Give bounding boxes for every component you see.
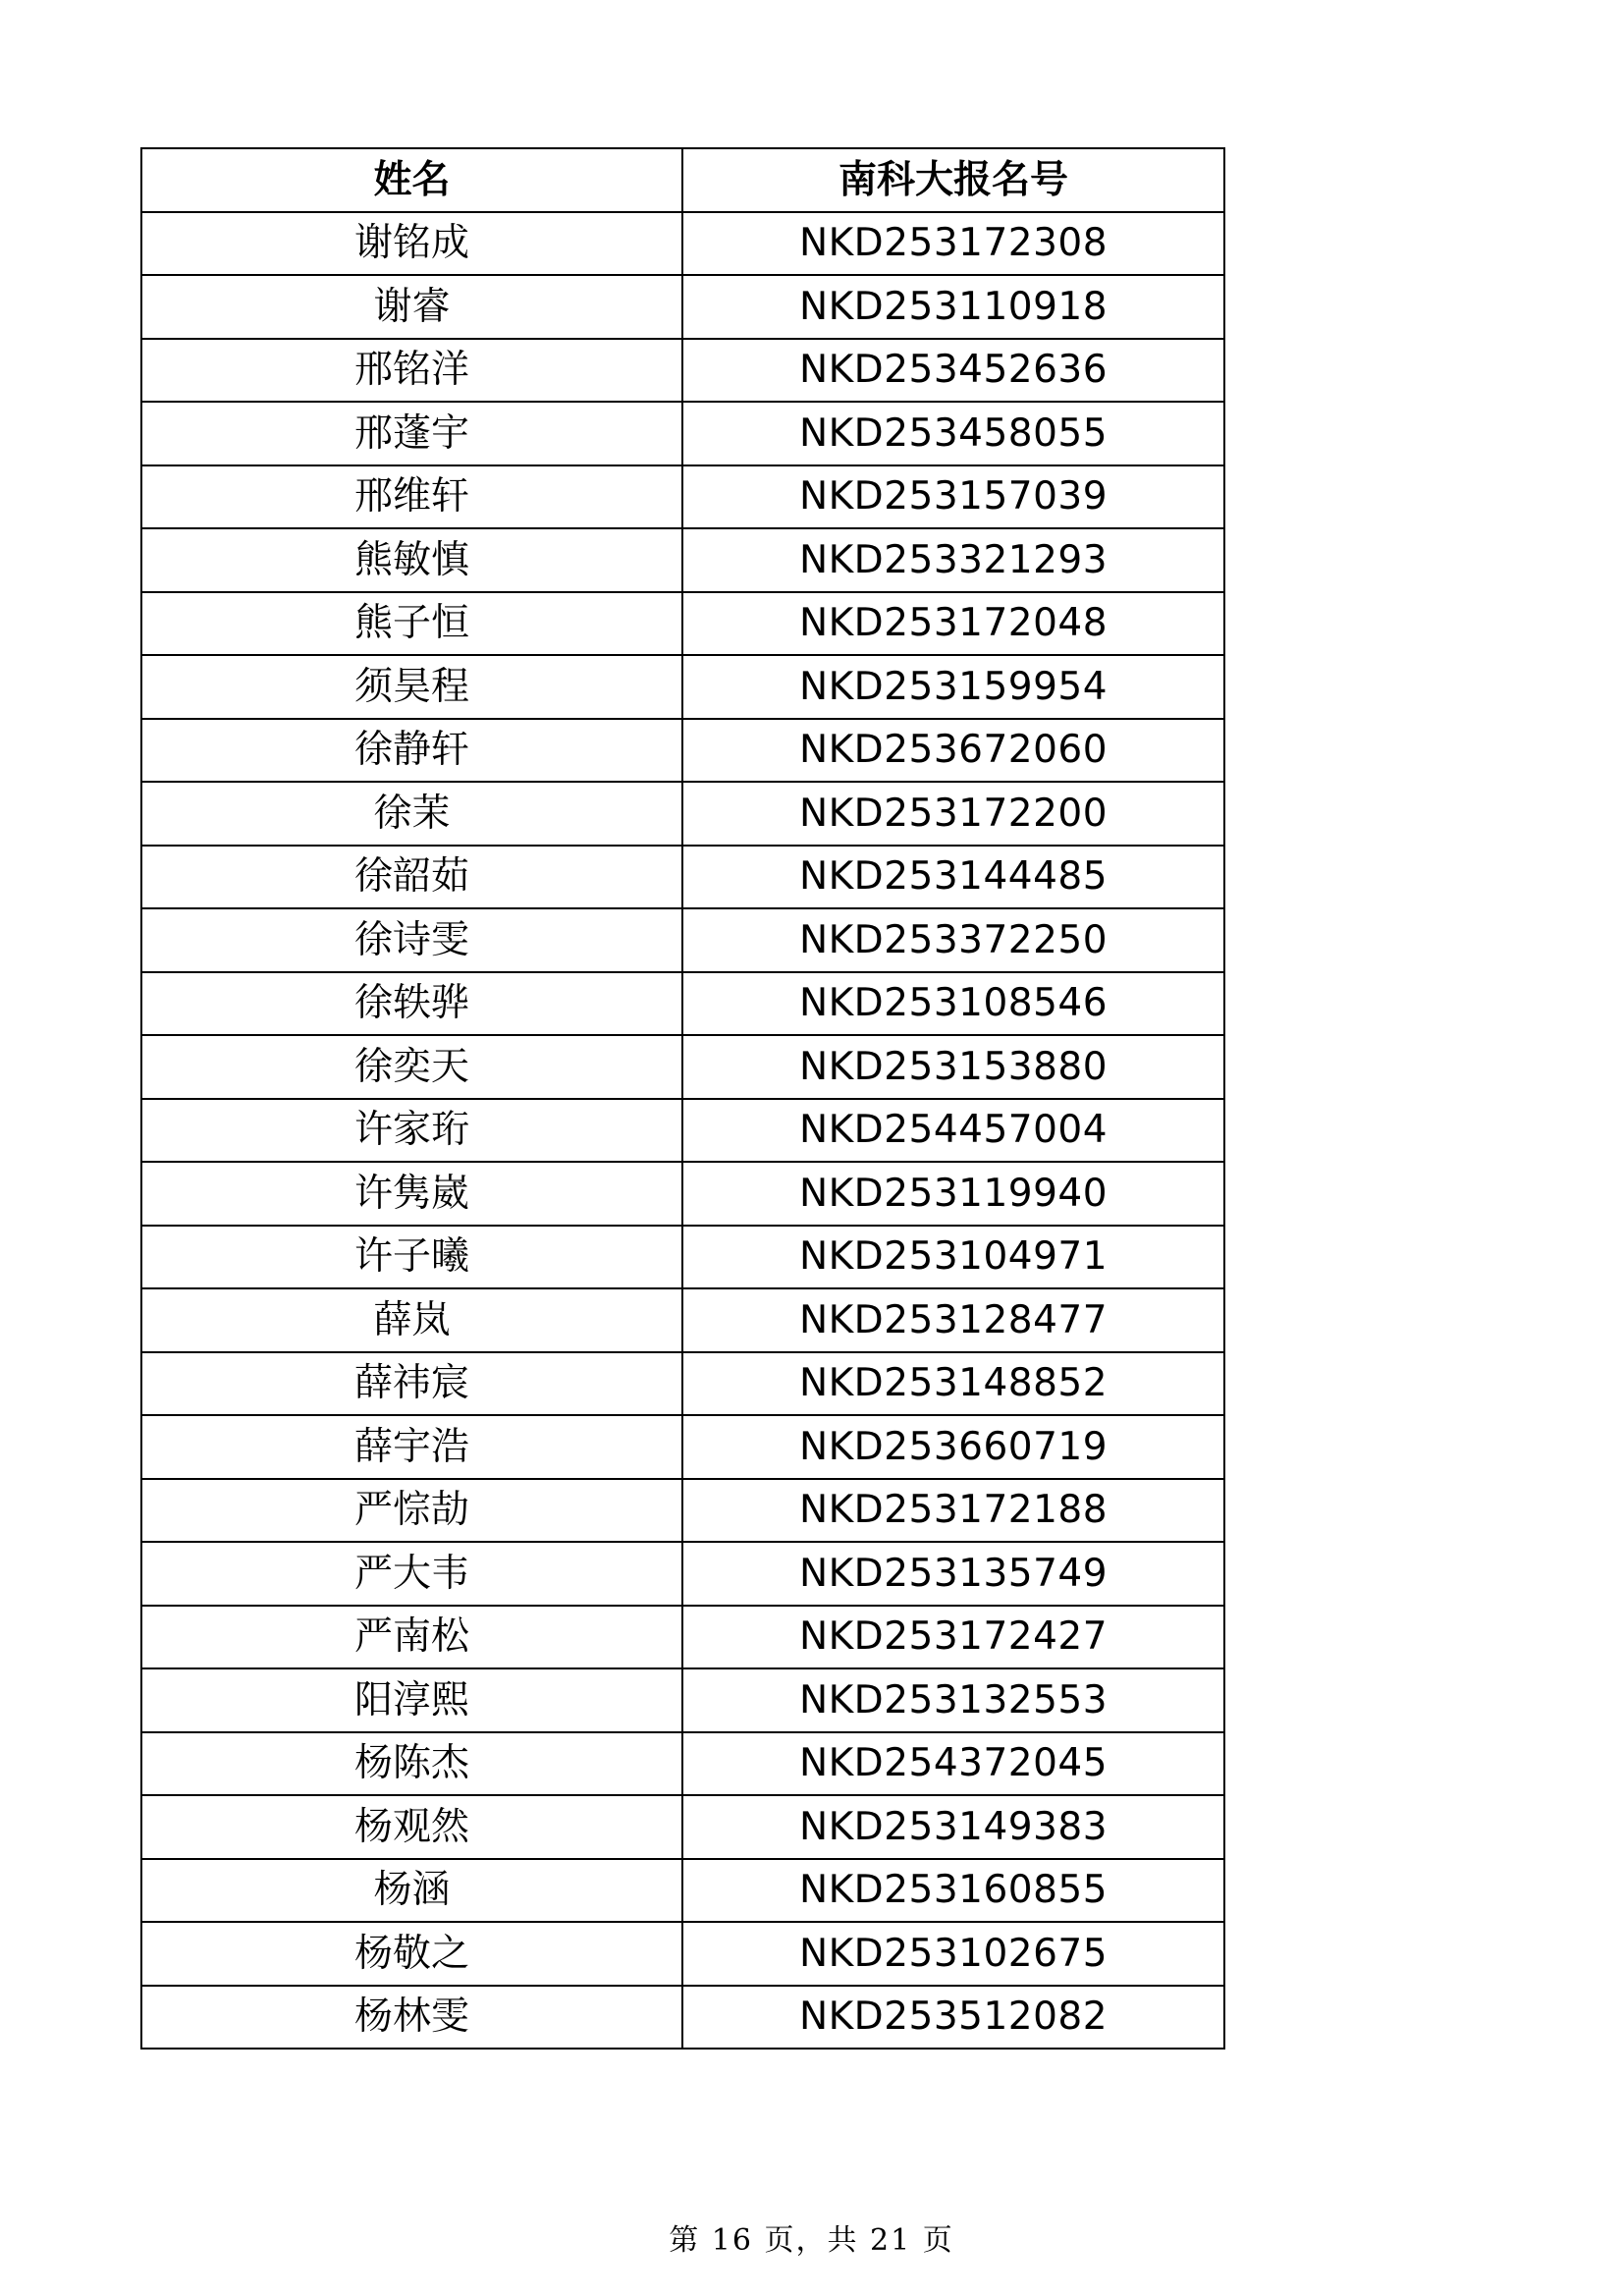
applicant-name-cell: 杨敬之	[141, 1922, 682, 1986]
registration-id-cell: NKD253372250	[682, 908, 1224, 972]
registration-id-cell: NKD254372045	[682, 1732, 1224, 1796]
registration-id-cell: NKD253144485	[682, 846, 1224, 909]
applicant-name-cell: 邢铭洋	[141, 339, 682, 403]
table-row	[141, 1035, 1224, 1099]
registration-id-cell: NKD253172427	[682, 1606, 1224, 1669]
table-row	[141, 1922, 1224, 1986]
registration-id-cell: NKD253159954	[682, 655, 1224, 719]
registration-id-cell: NKD253104971	[682, 1226, 1224, 1289]
registration-id-cell: NKD253172200	[682, 782, 1224, 846]
registration-id-cell: NKD253672060	[682, 719, 1224, 783]
applicant-name-cell: 许隽崴	[141, 1162, 682, 1226]
registration-id-cell: NKD253452636	[682, 339, 1224, 403]
registration-id-cell: NKD253660719	[682, 1415, 1224, 1479]
applicant-name-cell: 杨林雯	[141, 1986, 682, 2050]
table-row	[141, 1162, 1224, 1226]
applicant-name-cell: 邢维轩	[141, 465, 682, 529]
applicant-name-cell: 谢睿	[141, 275, 682, 339]
registration-id-cell: NKD253157039	[682, 465, 1224, 529]
registration-id-cell: NKD253172308	[682, 212, 1224, 276]
table-row	[141, 1099, 1224, 1163]
registration-id-cell: NKD253172188	[682, 1479, 1224, 1543]
applicant-name-cell: 徐轶骅	[141, 972, 682, 1036]
table-row	[141, 1226, 1224, 1289]
table-body	[141, 212, 1224, 2050]
applicant-name-cell: 薛祎宸	[141, 1352, 682, 1416]
applicant-name-cell: 薛宇浩	[141, 1415, 682, 1479]
registration-id-cell: NKD253512082	[682, 1986, 1224, 2050]
applicant-name-cell: 谢铭成	[141, 212, 682, 276]
table-row	[141, 1352, 1224, 1416]
registration-id-cell: NKD253458055	[682, 402, 1224, 465]
applicant-table	[140, 147, 1225, 2050]
registration-id-cell: NKD253102675	[682, 1922, 1224, 1986]
table-row	[141, 1859, 1224, 1923]
table-row	[141, 402, 1224, 465]
applicant-name-cell: 熊敏慎	[141, 528, 682, 592]
table-row	[141, 592, 1224, 656]
applicant-name-cell: 徐诗雯	[141, 908, 682, 972]
applicant-name-cell: 许子曦	[141, 1226, 682, 1289]
table-row	[141, 782, 1224, 846]
applicant-name-cell: 严悰劼	[141, 1479, 682, 1543]
applicant-name-cell: 徐静轩	[141, 719, 682, 783]
table-row	[141, 908, 1224, 972]
registration-id-cell: NKD253160855	[682, 1859, 1224, 1923]
applicant-name-cell: 徐韶茹	[141, 846, 682, 909]
table-row	[141, 1415, 1224, 1479]
applicant-name-cell: 熊子恒	[141, 592, 682, 656]
registration-id-cell: NKD253135749	[682, 1542, 1224, 1606]
registration-id-cell: NKD254457004	[682, 1099, 1224, 1163]
registration-id-cell: NKD253172048	[682, 592, 1224, 656]
column-header-name: 姓名	[141, 148, 682, 212]
registration-id-cell: NKD253108546	[682, 972, 1224, 1036]
table-row	[141, 1479, 1224, 1543]
registration-id-cell: NKD253132553	[682, 1668, 1224, 1732]
table-row	[141, 465, 1224, 529]
registration-id-cell: NKD253119940	[682, 1162, 1224, 1226]
registration-id-cell: NKD253149383	[682, 1795, 1224, 1859]
applicant-name-cell: 徐奕天	[141, 1035, 682, 1099]
table-row	[141, 846, 1224, 909]
registration-id-cell: NKD253148852	[682, 1352, 1224, 1416]
page-number-footer: 第 16 页，共 21 页	[669, 2223, 954, 2258]
applicant-name-cell: 徐茉	[141, 782, 682, 846]
table-row	[141, 972, 1224, 1036]
table-row	[141, 212, 1224, 276]
applicant-name-cell: 薛岚	[141, 1288, 682, 1352]
applicant-name-cell: 杨涵	[141, 1859, 682, 1923]
applicant-name-cell: 杨观然	[141, 1795, 682, 1859]
applicant-name-cell: 严南松	[141, 1606, 682, 1669]
table-row	[141, 1542, 1224, 1606]
registration-id-cell: NKD253110918	[682, 275, 1224, 339]
table-row	[141, 1795, 1224, 1859]
column-header-registration-id: 南科大报名号	[682, 148, 1224, 212]
applicant-name-cell: 邢蓬宇	[141, 402, 682, 465]
registration-id-cell: NKD253153880	[682, 1035, 1224, 1099]
table-header-row	[141, 148, 1224, 212]
applicant-name-cell: 严大韦	[141, 1542, 682, 1606]
applicant-name-cell: 杨陈杰	[141, 1732, 682, 1796]
table-row	[141, 1668, 1224, 1732]
table-row	[141, 1986, 1224, 2050]
table-row	[141, 528, 1224, 592]
table-row	[141, 719, 1224, 783]
registration-id-cell: NKD253321293	[682, 528, 1224, 592]
registration-id-cell: NKD253128477	[682, 1288, 1224, 1352]
applicant-name-cell: 许家珩	[141, 1099, 682, 1163]
table-row	[141, 655, 1224, 719]
table-row	[141, 339, 1224, 403]
table-row	[141, 1606, 1224, 1669]
applicant-name-cell: 阳淳熙	[141, 1668, 682, 1732]
applicant-name-cell: 须昊程	[141, 655, 682, 719]
table-row	[141, 1732, 1224, 1796]
table-row	[141, 275, 1224, 339]
table-row	[141, 1288, 1224, 1352]
